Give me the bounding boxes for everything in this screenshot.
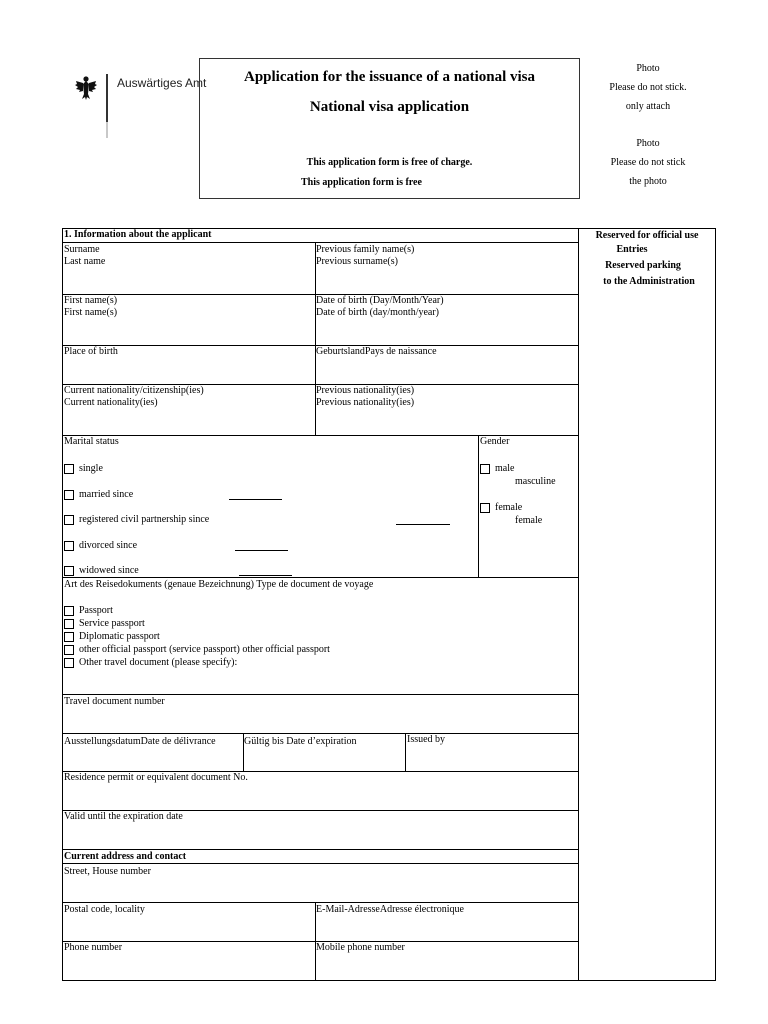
previous-nationality-label-alt: Previous nationality(ies) xyxy=(316,397,415,408)
street-label: Street, House number xyxy=(64,866,151,877)
title-box xyxy=(199,58,580,199)
male-alt-label: masculine xyxy=(515,476,556,487)
single-label: single xyxy=(79,463,103,474)
surname-field[interactable] xyxy=(63,243,315,294)
female-label: female xyxy=(495,502,523,513)
marital-status-label: Marital status xyxy=(64,436,119,447)
partnership-date-line[interactable] xyxy=(396,524,450,525)
photo-note: Please do not stick. xyxy=(609,82,687,93)
logo xyxy=(72,72,108,144)
phone-label: Phone number xyxy=(64,942,123,953)
travel-document-number-label: Travel document number xyxy=(64,696,165,707)
partnership-label: registered civil partnership since xyxy=(79,514,210,525)
divorced-checkbox[interactable] xyxy=(64,541,74,551)
country-of-birth-field[interactable] xyxy=(316,346,578,384)
issue-date-field[interactable] xyxy=(63,734,243,771)
previous-family-name-field[interactable] xyxy=(316,243,578,294)
dob-label-alt: Date of birth (day/month/year) xyxy=(316,307,440,318)
mobile-phone-field[interactable] xyxy=(316,942,578,980)
travel-document-number-field[interactable] xyxy=(63,695,578,733)
previous-family-label: Previous family name(s) xyxy=(316,244,415,255)
widowed-date-line[interactable] xyxy=(239,575,292,576)
residence-permit-field[interactable] xyxy=(63,772,578,810)
official-use-title: Reserved for official use xyxy=(595,230,699,241)
residence-valid-field[interactable] xyxy=(63,811,578,849)
female-checkbox[interactable] xyxy=(480,503,490,513)
form-title: Application for the issuance of a national visa xyxy=(244,69,535,85)
widowed-label: widowed since xyxy=(79,565,139,576)
section-heading: 1. Information about the applicant xyxy=(64,229,212,240)
married-date-line[interactable] xyxy=(229,499,282,500)
valid-until-field[interactable] xyxy=(244,734,405,771)
date-of-birth-field[interactable] xyxy=(316,295,578,345)
federal-eagle-icon xyxy=(72,72,108,144)
issue-date-label: AusstellungsdatumDate de délivrance xyxy=(64,736,216,747)
issued-by-label: Issued by xyxy=(407,734,446,745)
divorced-date-line[interactable] xyxy=(235,550,288,551)
single-checkbox[interactable] xyxy=(64,464,74,474)
current-nationality-field[interactable] xyxy=(63,385,315,435)
free-of-charge-note: This application form is free of charge. xyxy=(306,157,473,168)
current-nationality-label: Current nationality/citizenship(ies) xyxy=(64,385,204,396)
other-travel-document-label: Other travel document (please specify): xyxy=(79,657,238,668)
logo-text: Auswärtiges Amt xyxy=(117,76,207,90)
form-subtitle: National visa application xyxy=(309,99,470,115)
mobile-phone-label: Mobile phone number xyxy=(316,942,405,953)
first-names-field[interactable] xyxy=(63,295,315,345)
passport-label: Passport xyxy=(79,605,113,616)
gender-label: Gender xyxy=(480,436,510,447)
male-checkbox[interactable] xyxy=(480,464,490,474)
other-official-passport-checkbox[interactable] xyxy=(64,645,74,655)
married-label: married since xyxy=(79,489,134,500)
other-official-passport-label: other official passport (service passport) other official passport xyxy=(79,644,330,655)
valid-until-label: Gültig bis Date d’expiration xyxy=(244,736,357,747)
official-reserved: Reserved parking xyxy=(605,260,681,271)
married-checkbox[interactable] xyxy=(64,490,74,500)
passport-checkbox[interactable] xyxy=(64,606,74,616)
previous-nationality-field[interactable] xyxy=(316,385,578,435)
previous-surname-label: Previous surname(s) xyxy=(316,256,398,267)
address-heading: Current address and contact xyxy=(64,851,187,862)
partnership-checkbox[interactable] xyxy=(64,515,74,525)
surname-label: Surname xyxy=(64,244,100,255)
service-passport-checkbox[interactable] xyxy=(64,619,74,629)
photo-label: Photo xyxy=(636,63,660,74)
postal-code-field[interactable] xyxy=(63,903,315,941)
current-nationality-label-alt: Current nationality(ies) xyxy=(64,397,158,408)
first-names-label: First name(s) xyxy=(64,295,118,306)
free-note: This application form is free xyxy=(301,177,422,188)
male-label: male xyxy=(495,463,515,474)
email-label: E-Mail-AdresseAdresse électronique xyxy=(316,904,464,915)
travel-document-type-label: Art des Reisedokuments (genaue Bezeichnung) Type de document de voyage xyxy=(64,579,374,590)
country-of-birth-label: GeburtslandPays de naissance xyxy=(316,346,437,357)
photo-area xyxy=(588,59,708,191)
official-entries: Entries xyxy=(616,244,648,255)
diplomatic-passport-checkbox[interactable] xyxy=(64,632,74,642)
last-name-label: Last name xyxy=(64,256,106,267)
phone-field[interactable] xyxy=(63,942,315,980)
first-names-label-alt: First name(s) xyxy=(64,307,118,318)
place-of-birth-label: Place of birth xyxy=(64,346,118,357)
other-travel-document-checkbox[interactable] xyxy=(64,658,74,668)
postal-code-label: Postal code, locality xyxy=(64,904,145,915)
dob-label: Date of birth (Day/Month/Year) xyxy=(316,295,444,306)
residence-valid-label: Valid until the expiration date xyxy=(64,811,183,822)
widowed-checkbox[interactable] xyxy=(64,566,74,576)
previous-nationality-label: Previous nationality(ies) xyxy=(316,385,415,396)
official-administration: to the Administration xyxy=(603,276,695,287)
photo-note: only attach xyxy=(625,101,671,112)
photo-label: Photo xyxy=(636,138,660,149)
photo-note: Please do not stick xyxy=(610,157,686,168)
divorced-label: divorced since xyxy=(79,540,138,551)
place-of-birth-field[interactable] xyxy=(63,346,315,384)
street-field[interactable] xyxy=(63,864,578,902)
email-field[interactable] xyxy=(316,903,578,941)
residence-permit-label: Residence permit or equivalent document No. xyxy=(64,772,248,783)
issued-by-field[interactable] xyxy=(406,734,578,771)
photo-note: the photo xyxy=(629,176,667,187)
service-passport-label: Service passport xyxy=(79,618,145,629)
diplomatic-passport-label: Diplomatic passport xyxy=(79,631,160,642)
female-alt-label: female xyxy=(515,515,543,526)
official-use-block xyxy=(580,229,714,289)
